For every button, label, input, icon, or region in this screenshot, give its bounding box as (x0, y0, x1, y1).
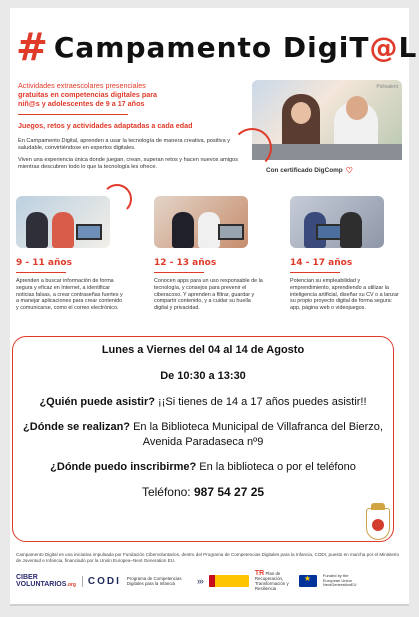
signup-question: ¿Dónde puedo inscribirme? (50, 461, 197, 473)
age-column-14-17 (290, 196, 400, 312)
classroom-photo (290, 196, 384, 248)
age-description: Potencian su empleabilidad y emprendimiento, aprendiendo a utilizar la inteligencia artificial, diseñar su CV o a lanzar su propio proyecto digital de forma segura: app, página web o videojuegos. (290, 278, 399, 312)
footer-disclaimer: Campamento Digital es una iniciativa impulsada por Fundación Cibervoluntarios, dentro del Programa de Competencias Digitales para la Infancia, CODI, puesto en marcha por el Ministerio de Juventud e Infancia, financiado por la Unión Europea–Next Generation EU. (16, 552, 400, 563)
where-held (23, 420, 383, 450)
page-shadow (10, 604, 409, 606)
age-title: 14 - 17 años (290, 258, 353, 268)
intro-subtitle: Juegos, retos y actividades adaptadas a cada edad (18, 121, 193, 130)
intro-paragraph-1: En Campamento Digital, aprenden a usar la tecnología de manera creativa, positiva y saludable, convirtiéndose en expertos digitales. (18, 138, 231, 151)
phone-label: Teléfono: (141, 485, 194, 499)
who-can-attend (23, 395, 383, 410)
codi-logo: CODI (82, 576, 121, 587)
who-answer: ¡¡Si tienes de 14 a 17 años puedes asistir!! (154, 396, 367, 408)
decorative-arc (102, 184, 132, 214)
intro-lead-line-2: gratuitas en competencias digitales para (18, 90, 158, 99)
computer-screen (218, 224, 244, 240)
spain-government-logo (209, 575, 249, 587)
phone-number[interactable]: 987 54 27 25 (193, 485, 265, 499)
hero-photo (252, 80, 402, 160)
event-dates: Lunes a Viernes del 04 al 14 de Agosto (101, 344, 305, 356)
title-word-digit: DigiT (282, 30, 370, 64)
heart-icon: ♡ (345, 166, 353, 175)
age-title: 12 - 13 años (154, 258, 217, 268)
intro-lead-line-1: Actividades extraescolares presenciales (18, 81, 146, 90)
logo-ciber-line-2: VOLUNTARIOS (16, 580, 67, 588)
hero-sign: Polivalent (376, 84, 398, 90)
intro-lead (18, 81, 246, 108)
where-answer: En la Biblioteca Municipal de Villafranca del Bierzo, Avenida Paradaseca nº9 (130, 421, 383, 448)
student-figure (52, 212, 74, 248)
divider (154, 272, 204, 273)
divider (16, 272, 66, 273)
eu-flag-icon (299, 575, 317, 587)
phone-line (23, 485, 383, 500)
age-column-9-11 (16, 196, 126, 312)
title-word-campamento: Campamento (53, 30, 283, 64)
program-logo-text: Programa de Competencias Digitales para la Infancia (126, 575, 182, 586)
decorative-arc (232, 128, 272, 168)
classroom-photo (154, 196, 248, 248)
student-figure (198, 212, 220, 248)
age-column-12-13 (154, 196, 264, 312)
student-figure (172, 212, 194, 248)
student-figure (340, 212, 362, 248)
signup-answer: En la biblioteca o por el teléfono (196, 461, 356, 473)
event-info-box (12, 336, 394, 542)
eu-funding-text: Funded by the European Union NextGenerationEU (322, 573, 357, 588)
how-to-signup (23, 460, 383, 475)
title-text (54, 31, 417, 64)
who-question: ¿Quién puede asistir? (39, 396, 155, 408)
cibervoluntarios-logo (16, 574, 76, 589)
divider (18, 114, 128, 115)
classroom-photo (16, 196, 110, 248)
logo-ciber-line-1: CIBER (16, 573, 38, 581)
page-title (16, 25, 418, 69)
intro-paragraph-2: Viven una experiencia única donde juegan, crean, superan retos y hacen nuevos amigos mientras descubren todo lo que la tecnología les ofrece. (18, 157, 239, 170)
age-description: Aprenden a buscar información de forma segura y eficaz en Internet, a identificar noticias falsas, a crear contraseñas fuertes y a manejar aplicaciones para crear contenido y comunicarse, como el correo electrónico. (16, 278, 123, 312)
divider (290, 272, 340, 273)
desk (252, 144, 402, 160)
intro-lead-line-3: niñ@s y adolescentes de 9 a 17 años (18, 99, 145, 108)
coat-of-arms-icon (366, 508, 390, 540)
certificate-badge (266, 166, 353, 175)
age-title: 9 - 11 años (16, 258, 72, 268)
where-question: ¿Dónde se realizan? (23, 421, 131, 433)
chevron-icon: ››› (196, 576, 203, 586)
computer-screen (316, 224, 342, 240)
event-time: De 10:30 a 13:30 (160, 370, 246, 382)
recovery-plan-text: Plan de Recuperación, Transformación y Resiliencia (254, 571, 289, 591)
logo-ciber-suffix: .org (66, 581, 76, 588)
title-word-l: L (398, 30, 418, 64)
intro-section (18, 81, 246, 176)
poster (10, 8, 418, 604)
recovery-plan-mark: TR (254, 570, 265, 577)
title-at-symbol: @ (369, 30, 399, 64)
recovery-plan-logo (255, 571, 293, 591)
certificate-label: Con certificado DigComp (266, 167, 343, 174)
computer-screen (76, 224, 102, 240)
age-description: Conocen apps para un uso responsable de la tecnología, y consejos para prevenir el ciberacoso. Y aprenden a filtrar, guardar y compartir contenido, y a cuidar su huella digital y privacidad. (154, 278, 263, 312)
hashtag-icon: # (16, 25, 48, 69)
sponsor-logos (16, 570, 406, 592)
student-figure (26, 212, 48, 248)
